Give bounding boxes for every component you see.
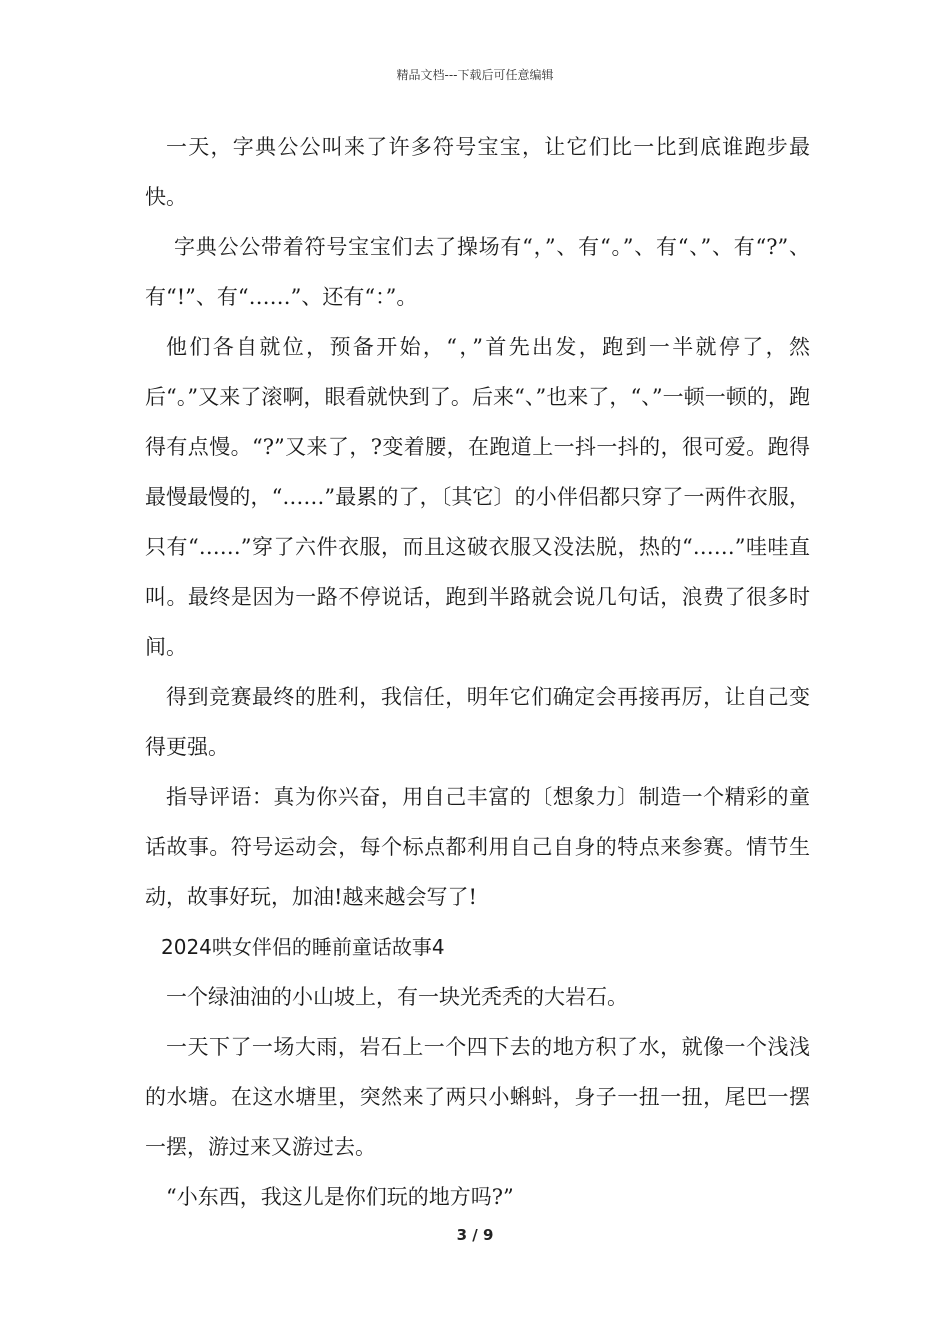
paragraph-2: 字典公公带着符号宝宝们去了操场有“，”、有“。”、有“、”、有“?”、有“!”、有“……”、还有“：”。 (145, 235, 810, 309)
paragraph-8: “小东西，我这儿是你们玩的地方吗?” (166, 1185, 514, 1209)
paragraph-5: 指导评语：真为你兴奋，用自己丰富的〔想象力〕制造一个精彩的童话故事。符号运动会，每个标点都利用自己自身的特点来参赛。情节生动，故事好玩，加油!越来越会写了! (145, 785, 810, 909)
section-heading: 2024哄女伴侣的睡前童话故事4 (161, 935, 445, 959)
page-separator: / (467, 1226, 483, 1244)
paragraph-3: 他们各自就位，预备开始，“，”首先出发，跑到一半就停了，然后“。”又来了滚啊，眼看就快到了。后来“、”也来了，“、”一顿一顿的，跑得有点慢。“?”又来了，?变着腰，在跑道上一抖一抖的，很可爱。跑得最慢最慢的，“……”最累的了，〔其它〕的小伴侣都只穿了一两件衣服，只有“……”穿了六件衣服，而且这破衣服又没法脱，热的“……”哇哇直叫。最终是因为一路不停说话，跑到半路就会说几句话，浪费了很多时间。 (145, 335, 810, 659)
paragraph-7: 一天下了一场大雨，岩石上一个四下去的地方积了水，就像一个浅浅的水塘。在这水塘里，突然来了两只小蝌蚪，身子一扭一扭，尾巴一摆一摆，游过来又游过去。 (145, 1035, 810, 1159)
page-header (0, 66, 950, 83)
paragraph-1: 一天，字典公公叫来了许多符号宝宝，让它们比一比到底谁跑步最快。 (145, 135, 810, 209)
document-body (145, 122, 810, 1222)
header-text: 精品文档---下载后可任意编辑 (396, 68, 554, 82)
page-total: 9 (482, 1226, 494, 1244)
paragraph-4: 得到竞赛最终的胜利，我信任，明年它们确定会再接再厉，让自己变得更强。 (145, 685, 810, 759)
paragraph-6: 一个绿油油的小山坡上，有一块光秃秃的大岩石。 (166, 985, 628, 1009)
page-current: 3 (456, 1226, 468, 1244)
page-number (0, 1226, 950, 1244)
